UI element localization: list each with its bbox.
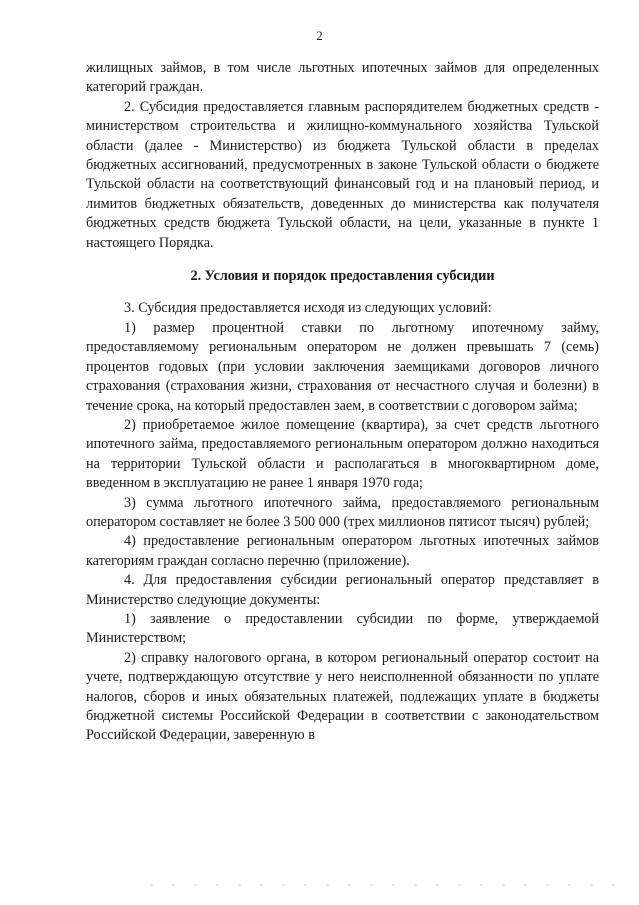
paragraph-document-1: 1) заявление о предоставлении субсидии по форме, утверждаемой Министерством; <box>86 610 599 647</box>
section-heading: 2. Условия и порядок предоставления субсидии <box>190 268 495 285</box>
paragraph-clause-4: 4. Для предоставления субсидии региональный оператор представляет в Министерство следующие документы: <box>86 572 599 608</box>
paragraph-clause-3: 3. Субсидия предоставляется исходя из следующих условий: <box>124 300 492 317</box>
paragraph-condition-4: 4) предоставление региональным оператором льготных ипотечных займов категориям граждан согласно перечню (приложение). <box>86 533 599 569</box>
paragraph-condition-1: 1) размер процентной ставки по льготному ипотечному займу, предоставляемому региональным оператором не должен превышать 7 (семь) процентов годовых (при условии заключения заемщиками договоров личного страхования (страхования жизни, страхования от несчастного случая и болезни) в течение срока, на который предоставлен заем, в соответствии с договором займа; <box>86 319 599 414</box>
paragraph-condition-2: 2) приобретаемое жилое помещение (квартира), за счет средств льготного ипотечного займа, предоставляемого региональным оператором должно находиться на территории Тульской области и располагаться в многоквартирном доме, введенном в эксплуатацию не ранее 1 января 1970 года; <box>86 416 599 492</box>
document-body <box>86 59 599 746</box>
paragraph-clause-2: 2. Субсидия предоставляется главным распорядителем бюджетных средств - министерством строительства и жилищно-коммунального хозяйства Тульской области (далее - Министерство) из бюджета Тульской области в пределах бюджетных ассигнований, предусмотренных в законе Тульской области о бюджете Тульской области на соответствующий финансовый год и на плановый период, и лимитов бюджетных обязательств, доведенных до министерства как получателя бюджетных средств бюджета Тульской области, на цели, указанные в пункте 1 настоящего Порядка. <box>86 98 599 251</box>
paragraph-continuation: жилищных займов, в том числе льготных ипотечных займов для определенных категорий граждан. <box>86 60 599 96</box>
scan-artifact <box>150 884 620 886</box>
paragraph-condition-3: 3) сумма льготного ипотечного займа, предоставляемого региональным оператором составляет не более 3 500 000 (трех миллионов пятисот тысяч) рублей; <box>86 494 599 530</box>
paragraph-document-2: 2) справку налогового органа, в котором региональный оператор состоит на учете, подтверждающую отсутствие у него неисполненной обязанности по уплате налогов, сборов и иных обязательных платежей, подлежащих уплате в бюджеты бюджетной системы Российской Федерации в соответствии с законодательством Российской Федерации, заверенную в <box>86 649 599 744</box>
page-number: 2 <box>316 28 323 43</box>
